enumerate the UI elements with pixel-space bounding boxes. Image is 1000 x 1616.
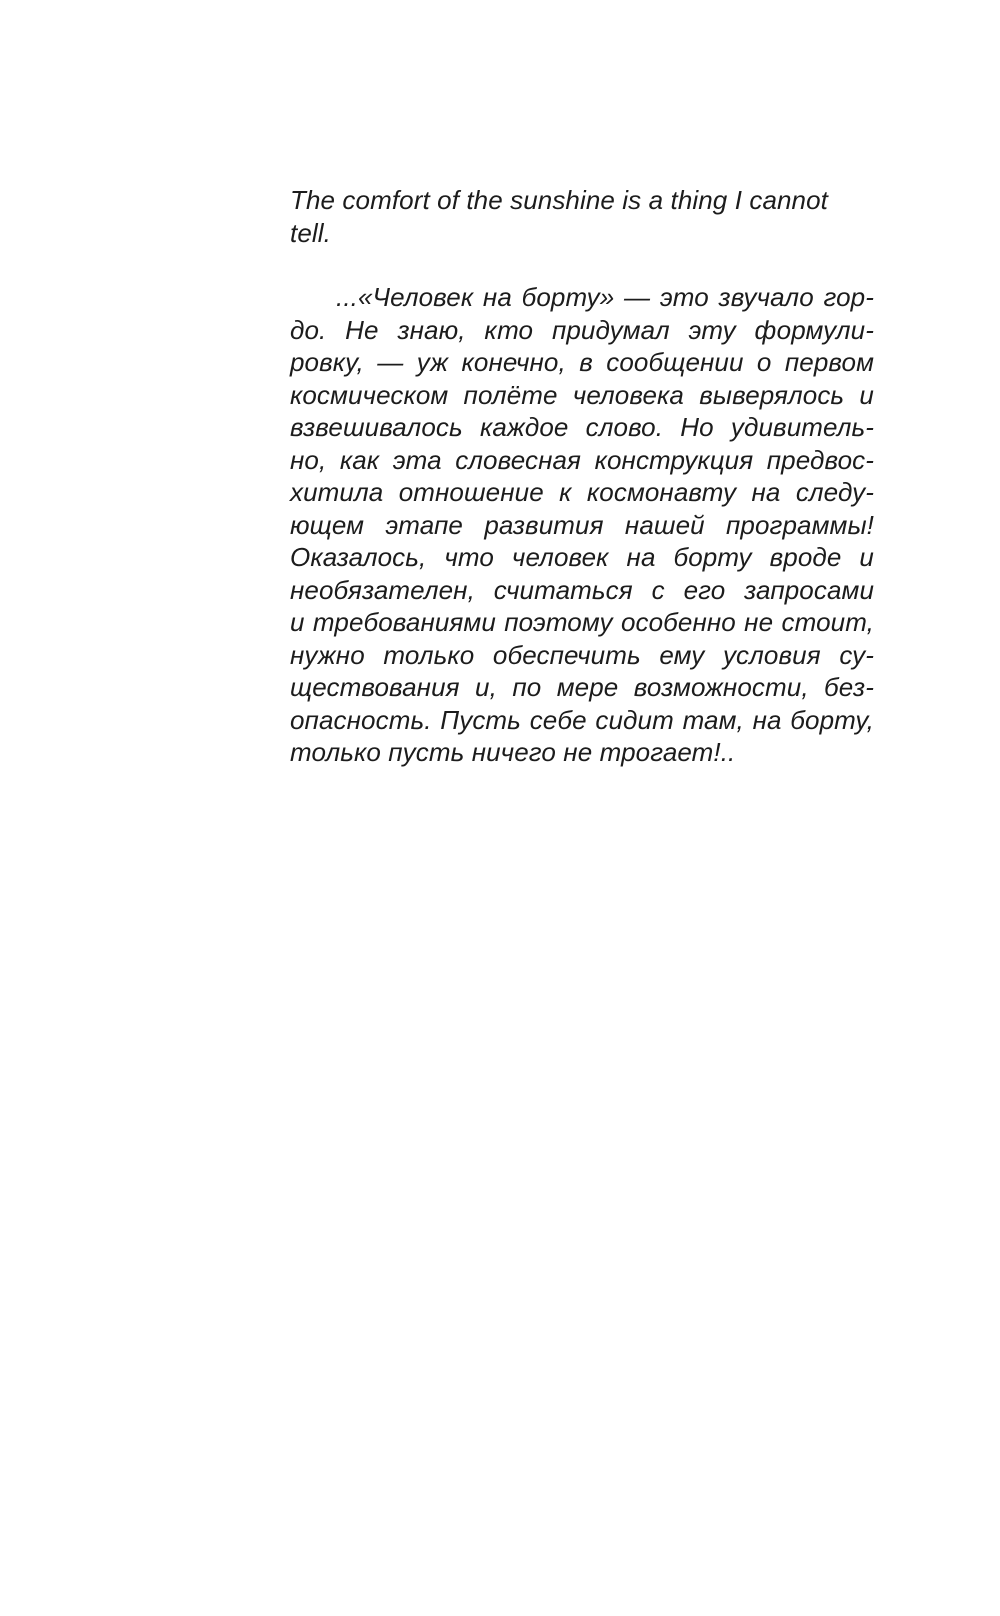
paragraph-line: только пусть ничего не трогает!.. [290, 737, 736, 767]
paragraph-line: необязателен, считаться с его запросами [290, 574, 874, 605]
paragraph-line: нужно только обеспечить ему условия су- [290, 639, 874, 670]
paragraph-line: ровку, — уж конечно, в сообщении о первом [290, 347, 874, 377]
paragraph-line: и требованиями поэтому особенно не стоит, [290, 607, 874, 637]
epigraph-line: tell. [290, 217, 331, 248]
paragraph-line: опасность. Пусть себе сидит там, на борту, [290, 704, 874, 735]
paragraph-line: Оказалось, что человек на борту вроде и [290, 542, 874, 572]
paragraph-line: ...«Человек на борту» — это звучало гор- [336, 282, 874, 312]
paragraph-line: ющем этапе развития нашей программы! [290, 509, 874, 540]
paragraph-line: но, как эта словесная конструкция предвос- [290, 444, 874, 475]
paragraph-line: космическом полёте человека выверялось и [290, 379, 874, 410]
body-paragraph [290, 281, 874, 769]
paragraph-line: взвешивалось каждое слово. Но удивитель- [290, 412, 874, 442]
paragraph-line: до. Не знаю, кто придумал эту формули- [290, 314, 874, 345]
epigraph-line: The comfort of the sunshine is a thing I cannot [290, 185, 829, 215]
text-block [290, 184, 874, 769]
paragraph-line: хитила отношение к космонавту на следу- [290, 477, 874, 507]
paragraph-line: ществования и, по мере возможности, без- [290, 672, 874, 702]
epigraph [290, 184, 874, 249]
